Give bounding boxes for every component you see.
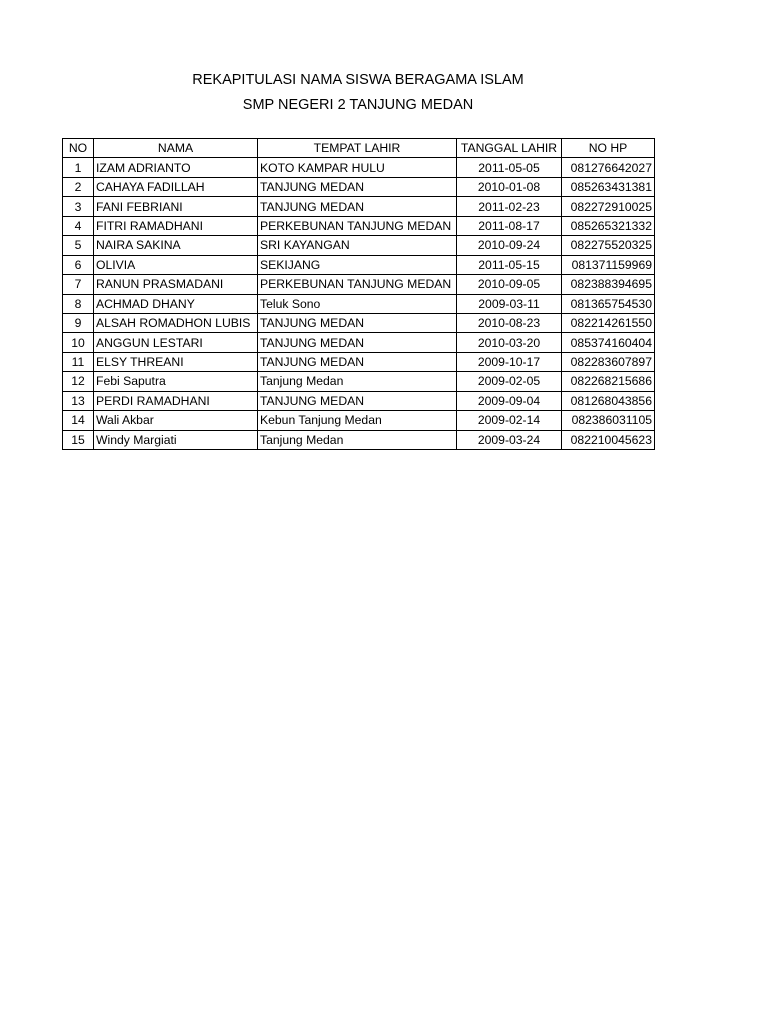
header-no: NO	[63, 139, 94, 158]
cell-tempat-lahir: Teluk Sono	[258, 294, 457, 313]
table-row	[63, 333, 655, 352]
cell-no-hp: 082283607897	[562, 352, 655, 371]
cell-no: 9	[63, 313, 94, 332]
cell-no-hp: 085374160404	[562, 333, 655, 352]
cell-nama: Febi Saputra	[94, 372, 258, 391]
cell-no-hp: 085265321332	[562, 216, 655, 235]
student-table	[62, 138, 655, 450]
table-row	[63, 352, 655, 371]
header-tanggal-lahir: TANGGAL LAHIR	[457, 139, 562, 158]
cell-nama: NAIRA SAKINA	[94, 236, 258, 255]
cell-nama: Windy Margiati	[94, 430, 258, 449]
cell-tanggal-lahir: 2010-09-05	[457, 275, 562, 294]
header-no-hp: NO HP	[562, 139, 655, 158]
cell-tanggal-lahir: 2011-02-23	[457, 197, 562, 216]
cell-no-hp: 081268043856	[562, 391, 655, 410]
cell-tempat-lahir: Tanjung Medan	[258, 430, 457, 449]
cell-no: 5	[63, 236, 94, 255]
cell-no-hp: 082268215686	[562, 372, 655, 391]
cell-tempat-lahir: TANJUNG MEDAN	[258, 333, 457, 352]
table-header-row	[63, 139, 655, 158]
table-row	[63, 275, 655, 294]
cell-tempat-lahir: TANJUNG MEDAN	[258, 177, 457, 196]
cell-nama: FITRI RAMADHANI	[94, 216, 258, 235]
cell-no-hp: 082272910025	[562, 197, 655, 216]
cell-no: 3	[63, 197, 94, 216]
cell-tanggal-lahir: 2009-03-24	[457, 430, 562, 449]
cell-no: 8	[63, 294, 94, 313]
table-row	[63, 158, 655, 177]
cell-no: 15	[63, 430, 94, 449]
cell-nama: CAHAYA FADILLAH	[94, 177, 258, 196]
cell-tempat-lahir: KOTO KAMPAR HULU	[258, 158, 457, 177]
table-row	[63, 430, 655, 449]
cell-no-hp: 082386031105	[562, 411, 655, 430]
cell-nama: Wali Akbar	[94, 411, 258, 430]
cell-no: 13	[63, 391, 94, 410]
cell-no: 11	[63, 352, 94, 371]
cell-nama: ELSY THREANI	[94, 352, 258, 371]
cell-tanggal-lahir: 2011-05-05	[457, 158, 562, 177]
cell-tanggal-lahir: 2011-05-15	[457, 255, 562, 274]
header-nama: NAMA	[94, 139, 258, 158]
table-row	[63, 216, 655, 235]
table-row	[63, 177, 655, 196]
cell-nama: FANI FEBRIANI	[94, 197, 258, 216]
cell-tempat-lahir: TANJUNG MEDAN	[258, 313, 457, 332]
cell-tanggal-lahir: 2010-01-08	[457, 177, 562, 196]
cell-no: 14	[63, 411, 94, 430]
cell-tempat-lahir: TANJUNG MEDAN	[258, 352, 457, 371]
cell-no: 7	[63, 275, 94, 294]
header-tempat-lahir: TEMPAT LAHIR	[258, 139, 457, 158]
cell-no-hp: 081365754530	[562, 294, 655, 313]
cell-nama: PERDI RAMADHANI	[94, 391, 258, 410]
cell-tempat-lahir: SRI KAYANGAN	[258, 236, 457, 255]
cell-no: 12	[63, 372, 94, 391]
document-subtitle: SMP NEGERI 2 TANJUNG MEDAN	[242, 97, 474, 113]
cell-tempat-lahir: SEKIJANG	[258, 255, 457, 274]
cell-tanggal-lahir: 2010-03-20	[457, 333, 562, 352]
cell-no: 1	[63, 158, 94, 177]
cell-tempat-lahir: TANJUNG MEDAN	[258, 391, 457, 410]
cell-nama: ANGGUN LESTARI	[94, 333, 258, 352]
cell-tempat-lahir: Tanjung Medan	[258, 372, 457, 391]
cell-tempat-lahir: Kebun Tanjung Medan	[258, 411, 457, 430]
document-title: REKAPITULASI NAMA SISWA BERAGAMA ISLAM	[192, 72, 524, 88]
cell-tempat-lahir: PERKEBUNAN TANJUNG MEDAN	[258, 275, 457, 294]
cell-tanggal-lahir: 2009-09-04	[457, 391, 562, 410]
table-row	[63, 372, 655, 391]
cell-tempat-lahir: PERKEBUNAN TANJUNG MEDAN	[258, 216, 457, 235]
cell-tanggal-lahir: 2010-09-24	[457, 236, 562, 255]
cell-tanggal-lahir: 2009-02-05	[457, 372, 562, 391]
cell-no: 4	[63, 216, 94, 235]
cell-tanggal-lahir: 2009-02-14	[457, 411, 562, 430]
cell-nama: ALSAH ROMADHON LUBIS	[94, 313, 258, 332]
cell-nama: IZAM ADRIANTO	[94, 158, 258, 177]
cell-tanggal-lahir: 2009-10-17	[457, 352, 562, 371]
table-row	[63, 391, 655, 410]
table-row	[63, 411, 655, 430]
cell-no: 10	[63, 333, 94, 352]
cell-tanggal-lahir: 2011-08-17	[457, 216, 562, 235]
cell-no-hp: 081276642027	[562, 158, 655, 177]
cell-no-hp: 081371159969	[562, 255, 655, 274]
cell-no-hp: 085263431381	[562, 177, 655, 196]
cell-no: 2	[63, 177, 94, 196]
cell-nama: ACHMAD DHANY	[94, 294, 258, 313]
table-row	[63, 236, 655, 255]
cell-tanggal-lahir: 2010-08-23	[457, 313, 562, 332]
table-row	[63, 313, 655, 332]
cell-nama: OLIVIA	[94, 255, 258, 274]
cell-nama: RANUN PRASMADANI	[94, 275, 258, 294]
cell-no: 6	[63, 255, 94, 274]
cell-tanggal-lahir: 2009-03-11	[457, 294, 562, 313]
table-row	[63, 197, 655, 216]
table-row	[63, 294, 655, 313]
cell-tempat-lahir: TANJUNG MEDAN	[258, 197, 457, 216]
cell-no-hp: 082388394695	[562, 275, 655, 294]
cell-no-hp: 082214261550	[562, 313, 655, 332]
table-row	[63, 255, 655, 274]
cell-no-hp: 082210045623	[562, 430, 655, 449]
cell-no-hp: 082275520325	[562, 236, 655, 255]
